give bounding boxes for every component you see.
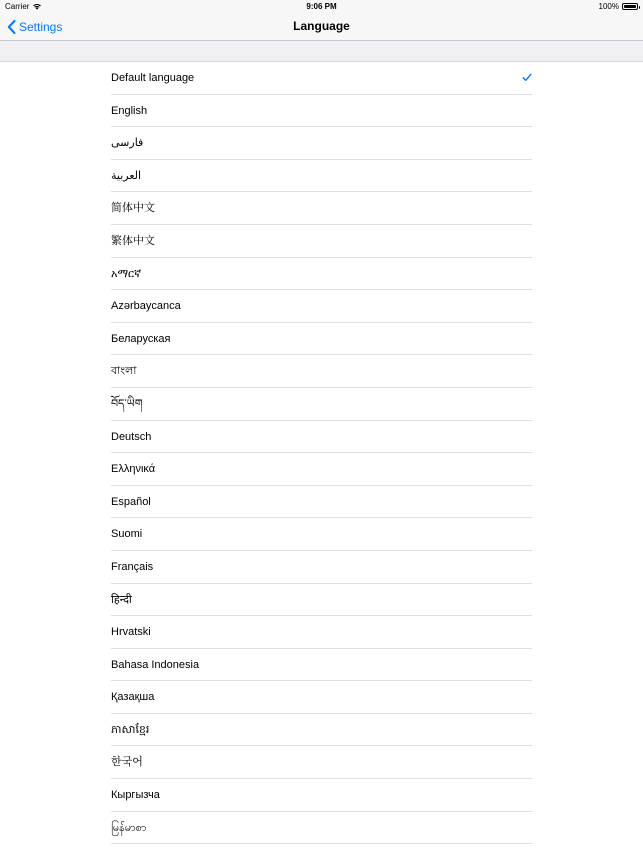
language-label: Suomi <box>111 528 143 541</box>
checkmark-icon <box>522 73 532 82</box>
language-option[interactable] <box>111 95 532 128</box>
language-option[interactable] <box>111 518 532 551</box>
status-bar <box>0 0 643 13</box>
language-label: བོད་ཡིག <box>111 397 143 410</box>
language-option[interactable] <box>111 192 532 225</box>
language-option[interactable] <box>111 714 532 747</box>
language-label: Bahasa Indonesia <box>111 658 200 671</box>
navigation-bar <box>0 13 643 41</box>
language-option[interactable] <box>111 812 532 845</box>
language-option[interactable] <box>111 323 532 356</box>
language-label: Ελληνικά <box>111 463 156 476</box>
language-label: فارسی <box>111 137 144 150</box>
language-option[interactable] <box>111 746 532 779</box>
language-option[interactable] <box>111 551 532 584</box>
page-title: Language <box>293 19 350 33</box>
language-label: Français <box>111 560 154 573</box>
language-label: 한국어 <box>111 756 143 769</box>
battery-fill <box>624 5 636 8</box>
language-label: 繁体中文 <box>111 234 155 247</box>
language-label: Deutsch <box>111 430 152 443</box>
language-option[interactable] <box>111 160 532 193</box>
language-list <box>0 62 643 844</box>
language-option[interactable] <box>111 355 532 388</box>
language-label: Беларуская <box>111 332 171 345</box>
language-option[interactable] <box>111 616 532 649</box>
language-label: 简体中文 <box>111 202 155 215</box>
battery-percent: 100% <box>598 2 619 11</box>
battery-icon <box>622 3 638 10</box>
language-label: Қазақша <box>111 691 155 704</box>
language-label: မြန်မာစာ <box>111 821 147 834</box>
language-option[interactable] <box>111 486 532 519</box>
language-option[interactable] <box>111 453 532 486</box>
language-option[interactable] <box>111 290 532 323</box>
language-option[interactable] <box>111 779 532 812</box>
language-label: العربية <box>111 169 142 182</box>
language-option[interactable] <box>111 258 532 291</box>
language-label: Hrvatski <box>111 626 151 639</box>
carrier-label: Carrier <box>5 2 30 11</box>
status-time: 9:06 PM <box>306 2 337 11</box>
language-label: বাংলা <box>111 365 137 378</box>
language-label: Default language <box>111 72 195 84</box>
language-option[interactable] <box>111 681 532 714</box>
language-label: Español <box>111 495 151 508</box>
battery-tip <box>639 6 641 9</box>
section-spacer <box>0 41 643 62</box>
language-option[interactable] <box>111 62 532 95</box>
language-option[interactable] <box>111 127 532 160</box>
language-label: Azərbaycanca <box>111 300 181 313</box>
language-option[interactable] <box>111 584 532 617</box>
language-option[interactable] <box>111 421 532 454</box>
battery-indicator <box>599 0 638 13</box>
language-label: Кыргызча <box>111 789 160 802</box>
language-label: हिन्दी <box>111 593 132 606</box>
back-button-label: Settings <box>19 19 63 34</box>
language-label: English <box>111 104 148 117</box>
language-label: አማርኛ <box>111 267 142 280</box>
language-option[interactable] <box>111 225 532 258</box>
language-label: ភាសាខ្មែរ <box>111 723 150 736</box>
language-option[interactable] <box>111 388 532 421</box>
language-option[interactable] <box>111 649 532 682</box>
